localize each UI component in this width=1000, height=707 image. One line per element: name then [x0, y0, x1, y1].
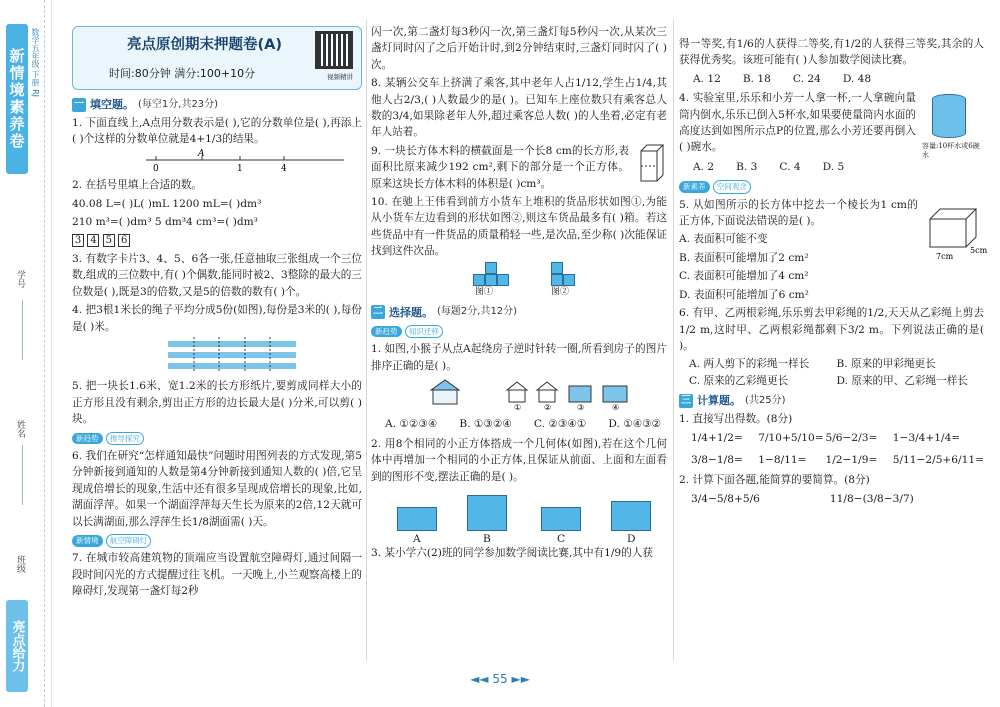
option[interactable]: B. 3 — [736, 160, 758, 173]
cut-line — [44, 0, 45, 707]
question-text: 闪一次,第二盏灯每3秒闪一次,第三盏灯每5秒闪一次,从某次三盏灯同时闪了之后开始计时,到2分钟结束时,三盏灯同时闪了( )次。 — [371, 26, 667, 71]
tag: 航空障碍灯 — [106, 534, 152, 548]
measuring-cylinder-icon — [932, 94, 966, 138]
option[interactable]: D. 5 — [822, 160, 845, 173]
field-line — [22, 300, 23, 360]
tick-label: A — [198, 148, 205, 159]
options-row — [693, 71, 984, 87]
column-3 — [679, 36, 988, 507]
tick-label: 4 — [281, 163, 287, 174]
page-subtitle: 时间:80分钟 满分:100+10分 — [109, 67, 256, 80]
fig-label: 图① — [475, 286, 494, 297]
tick-label: 1 — [237, 163, 243, 174]
question-text: 5. 把一块长1.6米、宽1.2米的长方形纸片,要剪成同样大小的正方形且没有剩余,剪出正方形的边长最大是( )分米,可以剪( )块。 — [72, 380, 362, 426]
tag: 新趋势 — [72, 433, 103, 445]
question-text: 8. 某辆公交车上挤满了乘客,其中老年人占1/12,学生占1/4,其他人占2/3,( )人数最少的是( )。已知车上座位数只有乘客总人数的3/4,如果除老年人外,超过乘客总人数( )的人坐着,必定有老年人站着。 — [371, 77, 667, 139]
section-points: (共25分) — [745, 394, 786, 406]
box-figure — [924, 197, 988, 267]
question-text: 9. 一块长方体木料的横截面是一个长8 cm的长方形,表面积比原来减少192 cm²,剩下的部分是一个正方体。原来这块长方体木料的体积是( )cm³。 — [371, 144, 629, 190]
question-text: 2. 用8个相同的小正方体搭成一个几何体(如图),若在这个几何体中再增加一个相同的小正方体,且保证从前面、上面和左面看到的图形不变,摆法正确的是( )。 — [371, 437, 667, 483]
field-class: 班级 — [15, 555, 25, 573]
question-text: 6. 我们在研究“怎样通知最快”问题时用图列表的方式发现,第5分钟新接到通知的人数是第4分钟新接到通知人数的( )倍,它呈现成倍增长的现象,生活中还有很多呈现成倍增长的现象,比如,湖面浮萍。如果一个湖面浮萍每天生长为原来的2倍,12天就可以长满湖面,那么浮萍生长1/8湖面需( )天。 — [72, 449, 362, 528]
page-title: 亮点原创期末押题卷(A) — [127, 37, 282, 53]
question-text: 7. 在城市较高建筑物的顶端应当设置航空障碍灯,通过间隔一段时间闪光的方式提醒过往飞机。一天晚上,小兰观察高楼上的障碍灯,发现第一盏灯每2秒 — [72, 552, 362, 598]
number-line — [72, 150, 352, 172]
section-header — [72, 96, 362, 113]
question-tags — [371, 323, 667, 339]
qr-code-icon[interactable] — [315, 31, 353, 69]
option[interactable]: D. 48 — [842, 72, 872, 85]
option[interactable]: A — [413, 532, 421, 545]
question-text: 6. 有甲、乙两根彩绳,乐乐剪去甲彩绳的1/2,天天从乙彩绳上剪去1/2 m,这时甲、乙两根彩绳都剩下3/2 m。下列说法正确的是( )。 — [679, 307, 984, 352]
solid-options-figure — [371, 487, 667, 545]
spine-brand: 新情境素养卷 — [6, 24, 28, 174]
qr-label: 视频精讲 — [327, 73, 353, 81]
calc-item: 3/4−5/8+5/6 — [691, 492, 760, 505]
q4-row — [679, 90, 984, 158]
section-title: 计算题。 — [697, 394, 741, 408]
question-text: 2. 在括号里填上合适的数。 — [72, 179, 203, 192]
option[interactable]: D. 表面积可能增加了6 cm² — [679, 288, 809, 301]
field-name: 姓名 — [15, 420, 25, 438]
question-tags — [679, 178, 984, 194]
column-divider — [366, 20, 367, 660]
field-student-id: 学号 — [15, 270, 25, 288]
house-views-figure — [371, 376, 661, 410]
calc-item: 7/10+5/10= — [758, 431, 824, 444]
question-text: 4. 把3根1米长的绳子平均分成5份(如图),每份是3米的( ),每份是( )米。 — [72, 304, 362, 333]
option[interactable]: B. 原来的甲彩绳更长 — [836, 358, 936, 371]
tick-label: 0 — [153, 163, 159, 174]
option[interactable]: B. 18 — [742, 72, 771, 85]
fig-label: 图② — [551, 286, 570, 297]
option[interactable]: A. ①②③④ — [385, 418, 438, 431]
dim-label: 5cm — [970, 245, 988, 255]
option[interactable]: D — [627, 532, 636, 545]
prev-arrow-icon: ◄◄ — [470, 672, 489, 686]
view-mark: ② — [544, 402, 552, 412]
question-text: 1. 下面直线上,A点用分数表示是( ),它的分数单位是( ),再添上( )个这样的分数单位就是4+1/3的结果。 — [72, 117, 362, 146]
option[interactable]: D. ①④③② — [608, 418, 662, 431]
option[interactable]: B. 表面积可能增加了2 cm² — [679, 251, 809, 264]
q9-row — [371, 143, 667, 194]
section-title: 选择题。 — [389, 305, 433, 319]
section-number: 二 — [373, 306, 383, 318]
section-title: 填空题。 — [90, 98, 134, 111]
option[interactable]: A. 2 — [693, 160, 715, 173]
q6-options — [689, 356, 984, 389]
option[interactable]: A. 表面积可能不变 — [679, 233, 768, 246]
calc-item: 3/8−1/8= — [691, 453, 743, 466]
section-points: (每空1分,共23分) — [138, 98, 219, 110]
question-text: 10. 在驰上王伟看到前方小货车上堆积的货品形状如图①,为能从小货车左边看到的形状如图②,则这车货品最多有( )箱。若这些货品中有一件货品的质量稍轻一些,是次品,至少称( )次能保证找到这件次品。 — [371, 196, 667, 258]
tag: 知识迁移 — [405, 325, 443, 339]
question-text — [72, 232, 362, 248]
option[interactable]: B — [483, 532, 491, 545]
option[interactable]: C. ②③④① — [533, 418, 587, 431]
option[interactable]: C. 原来的乙彩绳更长 — [689, 374, 789, 387]
q5-body — [679, 197, 918, 305]
cylinder-figure — [922, 90, 984, 158]
tag: 空间观念 — [713, 180, 751, 194]
question-text: 5. 从如图所示的长方体中挖去一个棱长为1 cm的正方体,下面说法错误的是( )。 — [679, 198, 918, 228]
section-points: (每题2分,共12分) — [437, 306, 518, 318]
option[interactable]: D. 原来的甲、乙彩绳一样长 — [836, 374, 968, 387]
section-number: 三 — [681, 394, 691, 406]
field-line — [22, 445, 23, 505]
question-text: 4. 实验室里,乐乐和小芳一人拿一杯,一人拿碗向量筒内倒水,乐乐已倒入5杯水,如果要使量筒内水面的高度达到如图所示点P的位置,那么小芳还要再倒入( )碗水。 — [679, 92, 916, 154]
option[interactable]: A. 两人剪下的彩绳一样长 — [689, 358, 810, 371]
question-text: 1. 如图,小猴子从点A起绕房子逆时针转一圈,所看到房子的图片排序正确的是( )。 — [371, 343, 667, 372]
section-number: 一 — [74, 98, 84, 110]
calc2-row — [691, 491, 984, 507]
title-box — [72, 26, 362, 90]
ropes-figure — [72, 337, 352, 373]
spine-grade: 数学五年级 下册 RJ — [31, 28, 40, 98]
calc-item: 11/8−(3/8−3/7) — [829, 492, 914, 505]
column-2 — [371, 24, 667, 563]
calc-grid — [691, 430, 984, 469]
calc-item: 5/6−2/3= — [825, 431, 878, 444]
options-row — [385, 416, 667, 432]
option[interactable]: C. 表面积可能增加了4 cm² — [679, 270, 809, 283]
question-text: 2. 计算下面各题,能简算的要简算。(8分) — [679, 474, 870, 487]
calc-item: 1−3/4+1/4= — [892, 431, 961, 444]
q5-row — [679, 197, 988, 305]
view-mark: ① — [514, 402, 522, 412]
section-header — [679, 392, 984, 409]
calc-item: 1/4+1/2= — [691, 431, 743, 444]
cylinder-note: 容量:10杯水或6碗水 — [922, 142, 980, 159]
question-tags — [72, 430, 362, 446]
cuboid-figure — [637, 143, 667, 183]
column-1 — [72, 26, 362, 602]
option[interactable]: C. 4 — [779, 160, 801, 173]
page-number — [0, 672, 1000, 686]
next-arrow-icon: ►► — [511, 672, 530, 686]
cargo-figures — [371, 262, 667, 296]
tag: 新趋势 — [371, 326, 402, 338]
tag: 推导探究 — [106, 432, 144, 446]
option[interactable]: B. ①③②④ — [459, 418, 512, 431]
page-number-value: 55 — [492, 672, 508, 686]
dim-label: 7cm — [936, 251, 954, 261]
question-text: 3. 某小学六(2)班的同学参加数学阅读比赛,其中有1/9的人获 — [371, 546, 653, 559]
question-text: 3. 有数字卡片3、4、5、6各一张,任意抽取三张组成一个三位数,组成的三位数中,有( )个偶数,能同时被2、3整除的最大的三位数是( ),既是3的倍数,又是5的倍数的数有( )个。 — [72, 252, 362, 298]
question-text: 1. 直接写出得数。(8分) — [679, 413, 793, 426]
question-text: 210 m³=( )dm³ 5 dm³4 cm³=( )dm³ — [72, 216, 258, 229]
column-divider — [673, 20, 674, 660]
view-mark: ④ — [612, 402, 620, 412]
number-card: 5 — [103, 234, 115, 247]
number-card: 3 — [72, 234, 84, 247]
number-card: 4 — [87, 234, 99, 247]
number-card: 6 — [118, 234, 130, 247]
tag: 新情境 — [72, 535, 103, 547]
calc-item: 5/11−2/5+6/11= — [892, 453, 984, 466]
section-header — [371, 304, 667, 321]
question-text: 得一等奖,有1/6的人获得二等奖,有1/2的人获得三等奖,其余的人获得优秀奖。该班可能有( )人参加数学阅读比赛。 — [679, 38, 984, 67]
question-tags — [72, 532, 362, 548]
options-row — [693, 159, 984, 175]
tag: 新素养 — [679, 181, 710, 193]
calc-item: 1/2−1/9= — [825, 453, 878, 466]
spine-brand-2: 亮点给力 — [6, 600, 28, 692]
view-mark: ③ — [577, 402, 585, 412]
option[interactable]: C — [557, 532, 566, 545]
question-text: 40.08 L=( )L( )mL 1200 mL=( )dm³ — [72, 197, 262, 210]
calc-item: 1−8/11= — [758, 453, 807, 466]
option[interactable]: A. 12 — [693, 72, 721, 85]
option[interactable]: C. 24 — [792, 72, 821, 85]
